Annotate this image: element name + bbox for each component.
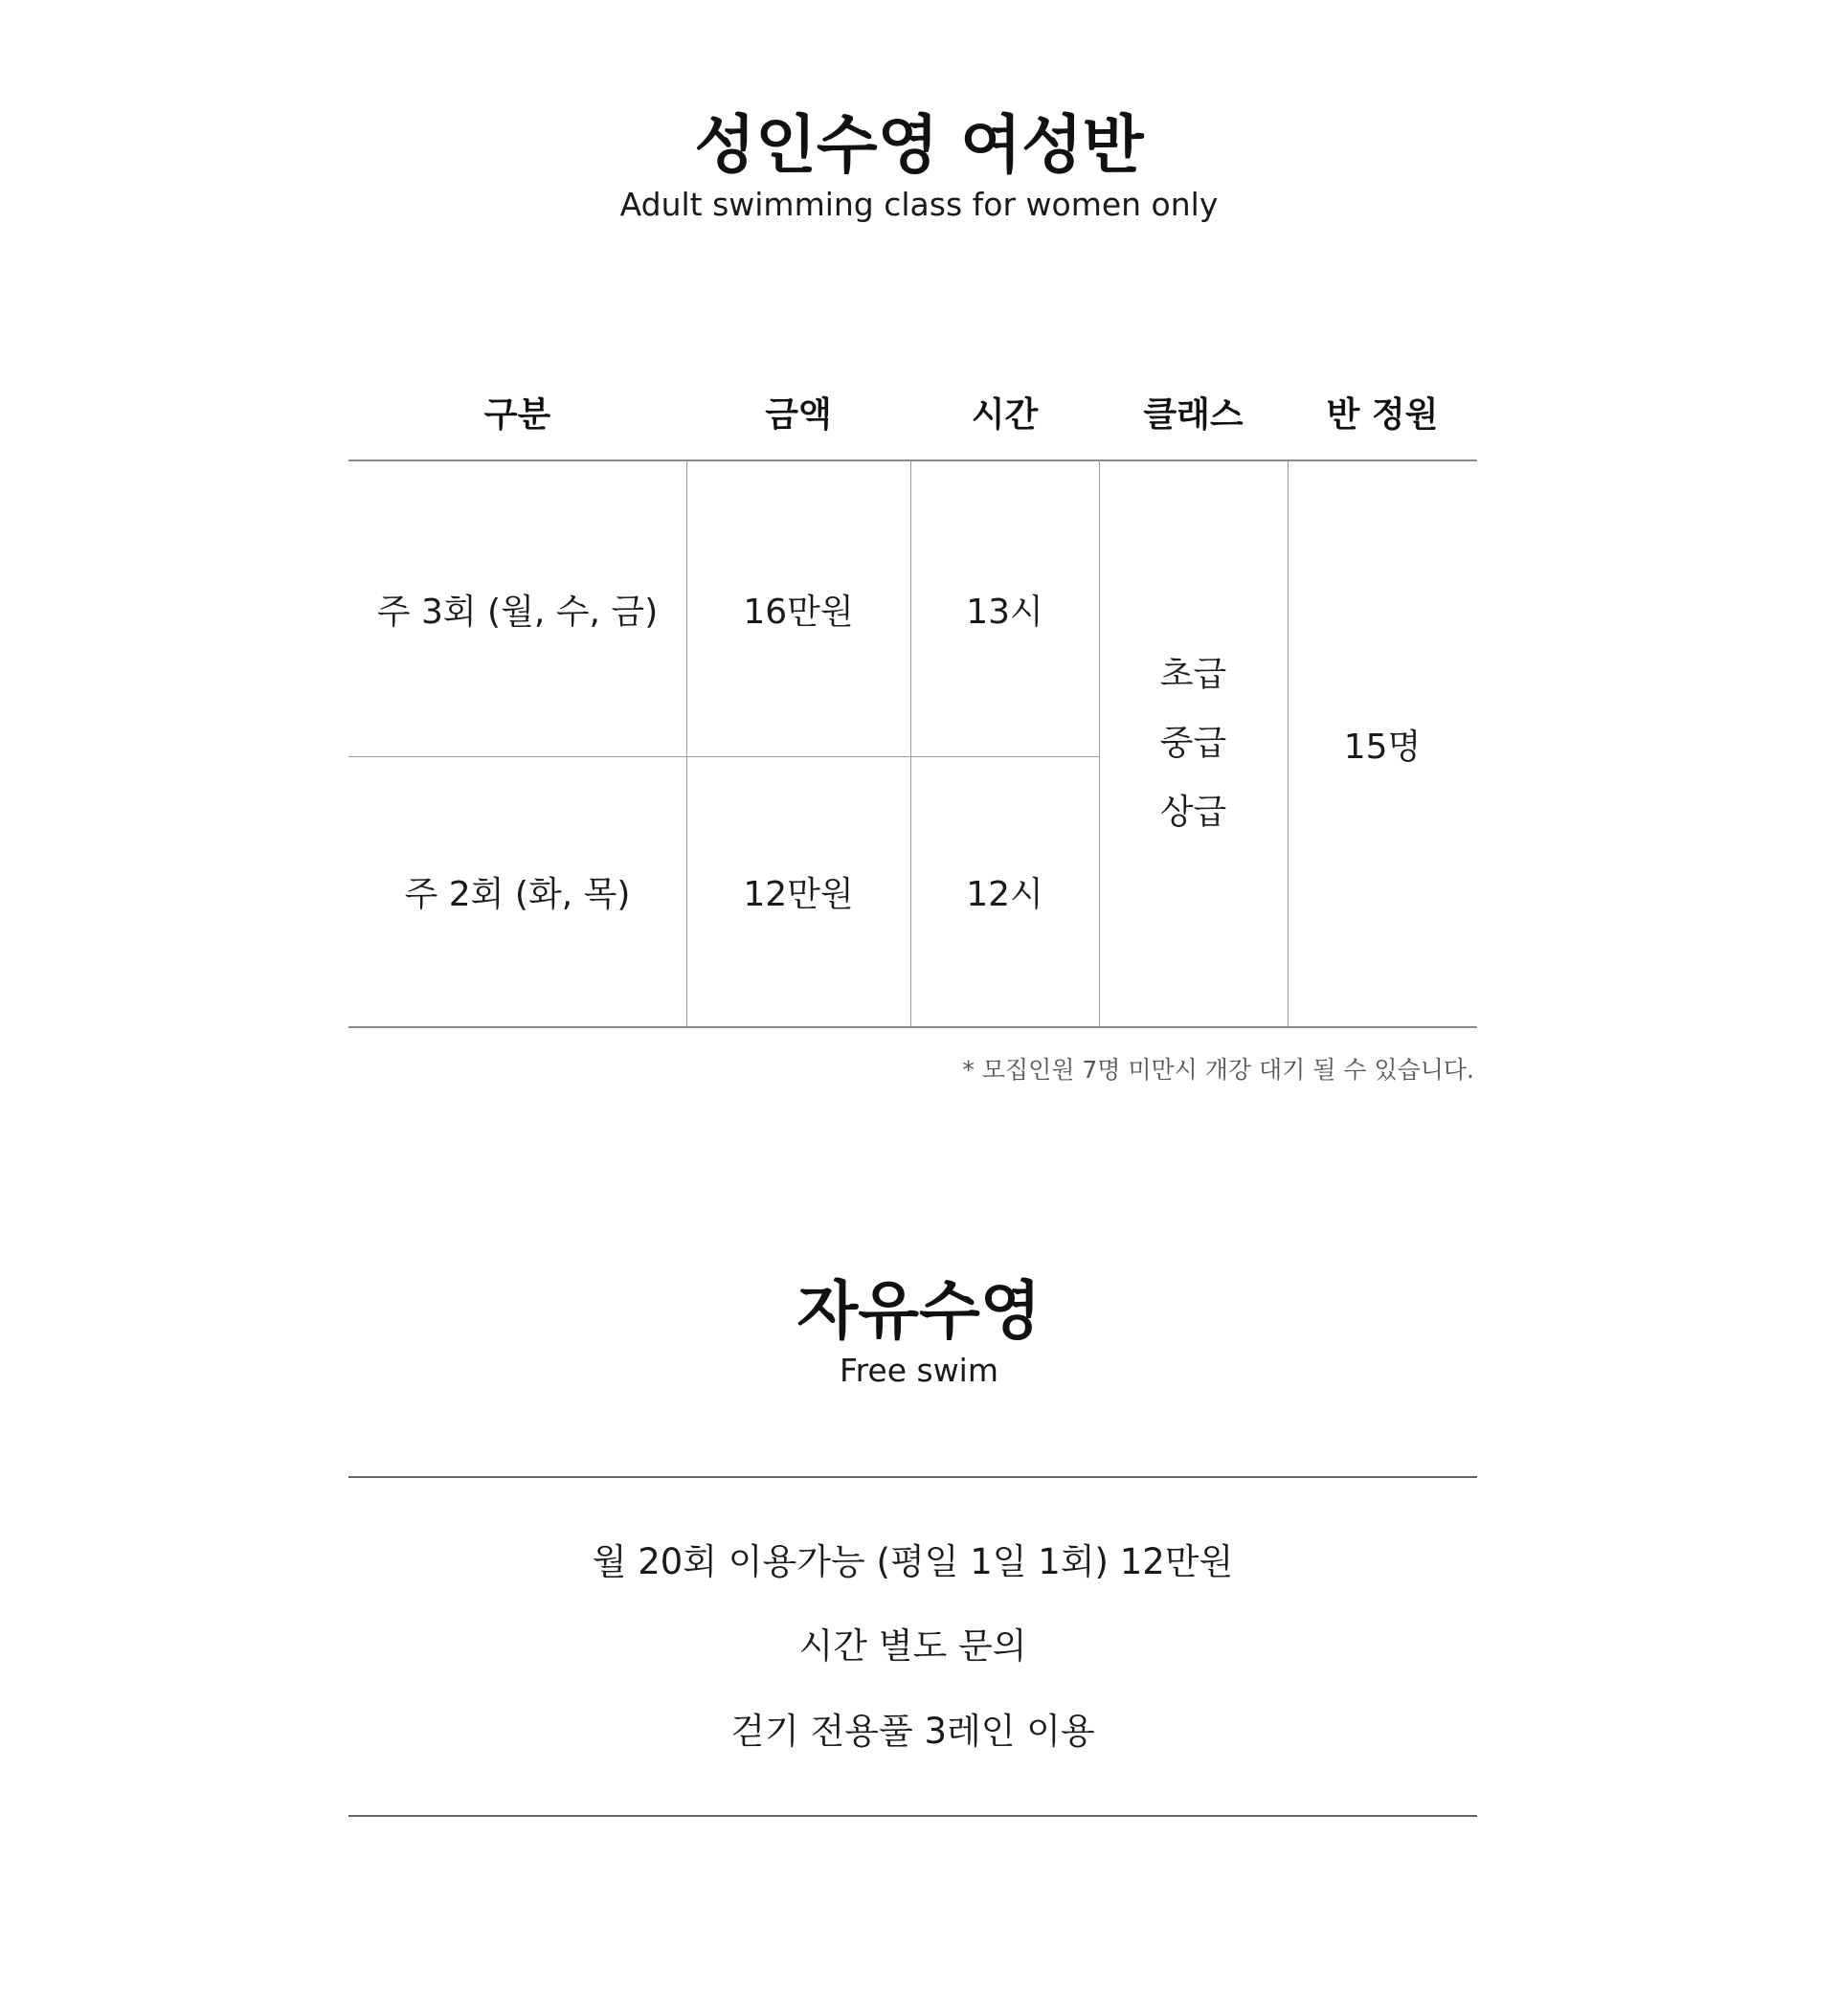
schedule-table — [348, 364, 1477, 1028]
header-price: 금액 — [765, 394, 832, 435]
enrollment-note: * 모집인원 7명 미만시 개강 대기 될 수 있습니다. — [962, 1056, 1474, 1084]
class-levels — [1099, 461, 1288, 1026]
header-class: 클래스 — [1143, 394, 1244, 435]
free-swim-time: 시간 별도 문의 — [798, 1625, 1027, 1667]
class-level-beginner: 초급 — [1159, 655, 1227, 694]
row2-category: 주 2회 (화, 목) — [404, 875, 631, 914]
class-level-advanced: 상급 — [1159, 793, 1227, 832]
section2-title: 자유수영 — [796, 1274, 1042, 1348]
section1-title-block — [0, 107, 1838, 226]
row1-price: 16만원 — [743, 592, 854, 632]
section2-subtitle: Free swim — [839, 1352, 998, 1389]
free-swim-pool: 걷기 전용풀 3레인 이용 — [730, 1711, 1095, 1752]
section1-title: 성인수영 여성반 — [694, 108, 1144, 182]
free-swim-usage: 월 20회 이용가능 (평일 1일 1회) 12만원 — [592, 1541, 1234, 1582]
header-time: 시간 — [971, 394, 1039, 435]
row2-price: 12만원 — [743, 875, 854, 914]
section1-subtitle: Adult swimming class for women only — [619, 186, 1219, 223]
section2-title-block — [0, 1273, 1838, 1392]
row2-time: 12시 — [966, 875, 1043, 914]
row1-time: 13시 — [966, 592, 1043, 632]
free-swim-info — [348, 1476, 1477, 1817]
class-level-intermediate: 중급 — [1159, 724, 1227, 763]
header-capacity: 반 정원 — [1326, 394, 1439, 435]
table-bottom-border — [348, 1026, 1477, 1028]
row1-category: 주 3회 (월, 수, 금) — [376, 592, 659, 632]
header-category: 구분 — [483, 394, 551, 435]
class-capacity: 15명 — [1343, 727, 1422, 767]
